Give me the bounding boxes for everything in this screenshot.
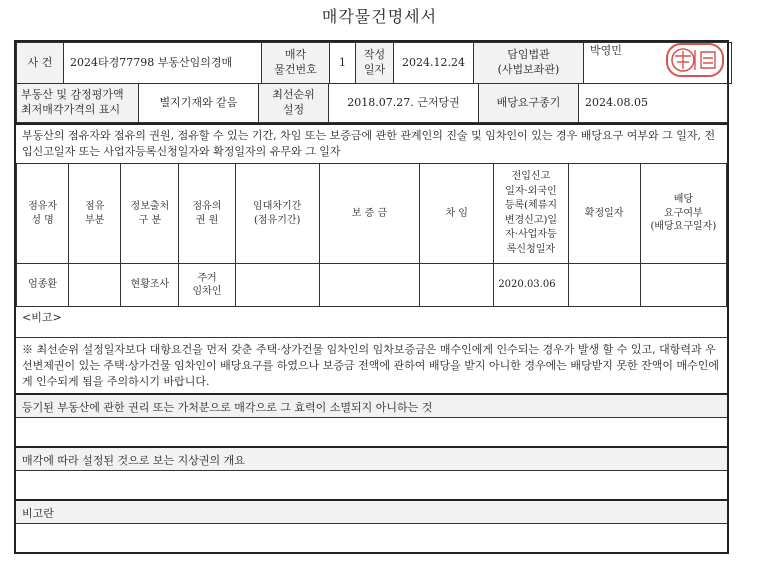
item-no-label: 매각 물건번호 (262, 43, 330, 84)
written-date-label: 작성 일자 (356, 43, 394, 84)
occupant-source: 현황조사 (121, 264, 179, 307)
occupant-title: 주거 임차인 (179, 264, 235, 307)
occupant-name: 엄종환 (17, 264, 69, 307)
priority-label: 최선순위 설정 (259, 84, 329, 123)
document-title: 매각물건명세서 (321, 7, 438, 26)
item-no-value: 1 (330, 43, 356, 84)
occupant-rent (420, 264, 494, 307)
judge-value: 박영민 (590, 43, 622, 57)
judge-cell (584, 43, 732, 84)
col-header-name: 점유자 성 명 (17, 164, 69, 264)
appraisal-value: 별지기재와 같음 (139, 84, 259, 123)
court-seal-icon (665, 43, 725, 83)
occupant-period (235, 264, 319, 307)
section-label: 비고란 (16, 499, 727, 523)
deadline-value: 2024.08.05 (579, 84, 728, 123)
occupant-part (69, 264, 121, 307)
occupant-header-row (17, 164, 727, 264)
occupant-deposit (319, 264, 419, 307)
section-value (16, 523, 727, 549)
case-label: 사 건 (17, 43, 64, 84)
col-header-dividend: 배당 요구여부 (배당요구일자) (640, 164, 726, 264)
col-header-title: 점유의 권 원 (179, 164, 235, 264)
judge-label: 담임법관 (사법보좌관) (474, 43, 584, 84)
col-header-part: 점유 부분 (69, 164, 121, 264)
col-header-deposit: 보 증 금 (319, 164, 419, 264)
statement-form (14, 40, 729, 554)
caution-note: ※ 최선순위 설정일자보다 대항요건을 먼저 갖춘 주택·상가건물 임차인의 임차보증금은 매수인에게 인수되는 경우가 발생 할 수 있고, 대항력과 우선변제권이 있는 주택·상가건물 임차인이 배당요구를 하였으나 보증금 전액에 관하여 배당을 받지 아니한 경우에는 배당받지 못한 잔액이 매수인에게 인수되게 됨을 주의하시기 바랍니다. (16, 337, 727, 393)
remarks-block (16, 307, 727, 337)
appraisal-label: 부동산 및 감정평가액 최저매각가격의 표시 (17, 84, 139, 123)
col-header-source: 정보출처 구 분 (121, 164, 179, 264)
occupant-dividend (640, 264, 726, 307)
deadline-label: 배당요구종기 (479, 84, 579, 123)
occupant-table (16, 163, 727, 307)
col-header-rent: 차 임 (420, 164, 494, 264)
remarks-label: <비고> (22, 311, 62, 324)
table-row (17, 264, 727, 307)
occupant-move-in: 2020.03.06 (494, 264, 568, 307)
section-value (16, 470, 727, 499)
written-date-value: 2024.12.24 (394, 43, 474, 84)
section-label: 매각에 따라 설정된 것으로 보는 지상권의 개요 (16, 446, 727, 470)
col-header-fixed-date: 확정일자 (568, 164, 640, 264)
section-value (16, 417, 727, 446)
section-label: 등기된 부동산에 관한 권리 또는 가처분으로 매각으로 그 효력이 소멸되지 아니하는 것 (16, 393, 727, 417)
col-header-period: 임대차기간 (점유기간) (235, 164, 319, 264)
occupancy-notice: 부동산의 점유자와 점유의 권원, 점유할 수 있는 기간, 차임 또는 보증금에 관한 관계인의 진술 및 임차인이 있는 경우 배당요구 여부와 그 일자, 전입신고일자 또는 사업자등록신청일자와 확정일자의 유무와 그 일자 (16, 123, 727, 163)
priority-value: 2018.07.27. 근저당권 (329, 84, 479, 123)
occupant-fixed-date (568, 264, 640, 307)
col-header-move-in: 전입신고 일자·외국인 등록(체류지 변경신고)일 자·사업자등 록신청일자 (494, 164, 568, 264)
case-value: 2024타경77798 부동산임의경매 (64, 43, 262, 84)
case-info-table (16, 42, 732, 84)
summary-table (16, 83, 728, 123)
